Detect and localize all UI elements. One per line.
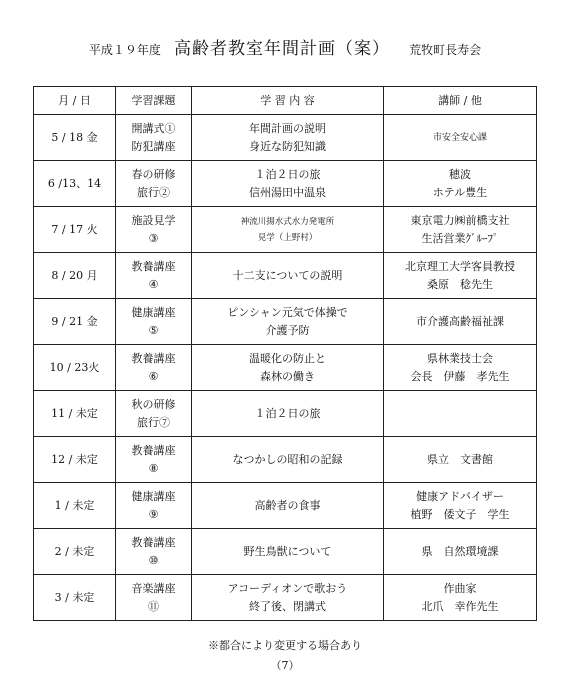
page-number: （7）: [270, 659, 300, 672]
row-topic-line: 旅行②: [137, 185, 170, 199]
table-row: [34, 575, 537, 621]
row-content-line: １泊２日の旅: [254, 406, 321, 420]
row-content: [192, 299, 384, 345]
row-content-line: 温暖化の防止と: [249, 351, 326, 365]
row-content: [192, 391, 384, 437]
row-content-line: 十二支についての説明: [232, 268, 343, 282]
row-lecturer: [384, 345, 537, 391]
header-date: 月 / 日: [34, 87, 116, 115]
row-date: 9 / 21 金: [34, 299, 116, 345]
row-topic-line: ⑤: [148, 323, 159, 337]
row-lecturer-line: 県林業技士会: [427, 351, 493, 365]
table-row: [34, 345, 537, 391]
table-row: [34, 483, 537, 529]
table-row: [34, 437, 537, 483]
row-topic: [116, 575, 192, 621]
schedule-body: [34, 115, 537, 621]
row-content: [192, 437, 384, 483]
row-date: 5 / 18 金: [34, 115, 116, 161]
row-lecturer-line: ホテル豊生: [432, 185, 488, 199]
row-topic-line: 防犯講座: [131, 139, 176, 153]
row-topic-line: 旅行⑦: [137, 415, 170, 429]
table-row: [34, 299, 537, 345]
row-content: [192, 529, 384, 575]
row-content-line: 見学（上野村）: [257, 232, 318, 243]
schedule-table: [33, 86, 537, 621]
row-content-line: １泊２日の旅: [254, 167, 321, 181]
table-row: [34, 391, 537, 437]
row-topic: [116, 299, 192, 345]
row-topic: [116, 483, 192, 529]
row-topic-line: ⑥: [148, 369, 159, 383]
row-content: [192, 345, 384, 391]
row-lecturer: [384, 483, 537, 529]
row-content: [192, 575, 384, 621]
row-content-line: 森林の働き: [260, 369, 315, 383]
table-row: [34, 253, 537, 299]
row-date: 10 / 23火: [34, 345, 116, 391]
change-note: ※都合により変更する場合あり: [208, 639, 362, 652]
row-topic: [116, 391, 192, 437]
row-lecturer: [384, 253, 537, 299]
row-content-line: 終了後、閉講式: [249, 599, 326, 613]
row-topic: [116, 115, 192, 161]
header-lecturer: 講師 / 他: [384, 87, 537, 115]
row-content-line: 身近な防犯知識: [249, 139, 326, 153]
row-date: 2 / 未定: [34, 529, 116, 575]
row-content-line: 高齢者の食事: [254, 498, 321, 512]
row-topic-line: 秋の研修: [131, 397, 176, 411]
row-lecturer-line: 穂波: [449, 167, 471, 181]
row-topic: [116, 207, 192, 253]
row-topic-line: 施設見学: [131, 213, 176, 227]
row-lecturer: [384, 299, 537, 345]
row-content-line: 信州湯田中温泉: [249, 185, 326, 199]
row-topic-line: 健康講座: [131, 305, 176, 319]
row-content: [192, 483, 384, 529]
row-content-line: 介護予防: [265, 323, 310, 337]
row-lecturer-line: 植野 倭文子 学生: [410, 507, 510, 521]
row-lecturer-line: 生活営業ｸﾞﾙｰﾌﾟ: [421, 231, 499, 245]
table-row: [34, 207, 537, 253]
row-content: [192, 115, 384, 161]
row-content-line: 野生鳥獣について: [243, 544, 332, 558]
row-lecturer: [384, 115, 537, 161]
row-lecturer-line: 作曲家: [443, 581, 477, 595]
row-topic: [116, 529, 192, 575]
row-topic: [116, 345, 192, 391]
table-header-row: [34, 87, 537, 115]
row-lecturer-line: 市安全安心課: [432, 132, 487, 143]
row-lecturer-line: 北爪 幸作先生: [421, 599, 499, 613]
row-topic-line: 教養講座: [131, 535, 176, 549]
row-lecturer: [384, 437, 537, 483]
table-row: [34, 115, 537, 161]
row-content-line: 年間計画の説明: [249, 121, 326, 135]
row-date: 7 / 17 火: [34, 207, 116, 253]
row-content-line: ピンシャン元気で体操で: [227, 305, 348, 319]
row-content-line: 神流川揚水式水力発電所: [240, 216, 335, 227]
row-topic-line: 教養講座: [131, 259, 176, 273]
row-topic-line: ④: [148, 277, 159, 291]
row-lecturer-line: 北京理工大学客員教授: [405, 259, 515, 273]
row-topic: [116, 253, 192, 299]
row-content-line: なつかしの昭和の記録: [232, 452, 343, 466]
row-topic-line: ③: [148, 231, 159, 245]
row-topic: [116, 437, 192, 483]
row-lecturer-line: 会長 伊藤 孝先生: [410, 369, 510, 383]
row-date: 1 / 未定: [34, 483, 116, 529]
row-lecturer: [384, 161, 537, 207]
row-date: 3 / 未定: [34, 575, 116, 621]
row-lecturer-line: 県 自然環境課: [421, 544, 499, 558]
row-lecturer-line: 市介護高齢福祉課: [416, 314, 504, 328]
row-lecturer-line: 健康アドバイザー: [416, 489, 504, 503]
row-lecturer-line: 桑原 稔先生: [427, 277, 493, 291]
row-content: [192, 161, 384, 207]
header-content: 学 習 内 容: [192, 87, 384, 115]
row-date: 11 / 未定: [34, 391, 116, 437]
row-content-line: アコーディオンで歌おう: [227, 581, 348, 595]
row-topic-line: 開講式①: [131, 121, 176, 135]
row-topic-line: ⑪: [148, 599, 159, 613]
row-topic-line: 健康講座: [131, 489, 176, 503]
row-lecturer: [384, 529, 537, 575]
row-topic-line: 教養講座: [131, 351, 176, 365]
row-topic-line: ⑧: [148, 461, 159, 475]
organization-name: 荒牧町長寿会: [409, 43, 482, 57]
row-topic-line: 春の研修: [131, 167, 176, 181]
row-lecturer: [384, 391, 537, 437]
row-topic-line: ⑩: [148, 553, 159, 567]
row-date: 12 / 未定: [34, 437, 116, 483]
row-content: [192, 253, 384, 299]
row-topic-line: 音楽講座: [131, 581, 176, 595]
row-content: [192, 207, 384, 253]
fiscal-year: 平成１９年度: [88, 43, 161, 57]
header-topic: 学習課題: [116, 87, 192, 115]
row-lecturer-line: 県立 文書館: [427, 452, 493, 466]
document-title: [0, 34, 570, 59]
row-date: 8 / 20 月: [34, 253, 116, 299]
row-topic: [116, 161, 192, 207]
row-topic-line: ⑨: [148, 507, 159, 521]
row-topic-line: 教養講座: [131, 443, 176, 457]
plan-title: 高齢者教室年間計画（案）: [174, 39, 390, 59]
table-row: [34, 161, 537, 207]
row-date: 6 /13、14: [34, 161, 116, 207]
row-lecturer-line: 東京電力㈱前橋支社: [410, 213, 510, 227]
row-lecturer: [384, 575, 537, 621]
row-lecturer: [384, 207, 537, 253]
table-row: [34, 529, 537, 575]
